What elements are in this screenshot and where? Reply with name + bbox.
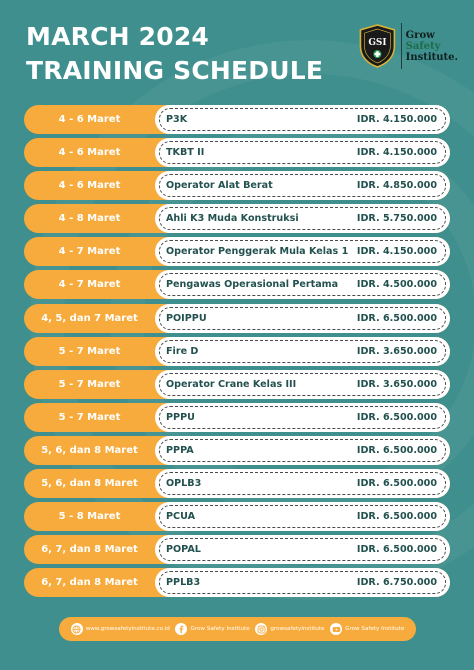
course-name: PPPA bbox=[166, 444, 194, 456]
footer-facebook[interactable] bbox=[175, 623, 249, 635]
logo-word-safety: Safety bbox=[405, 40, 441, 52]
course-price: IDR. 3.650.000 bbox=[356, 345, 437, 357]
row-panel bbox=[155, 138, 450, 167]
course-name: TKBT II bbox=[166, 147, 205, 159]
row-panel bbox=[155, 204, 450, 233]
schedule-row bbox=[24, 237, 450, 266]
row-date: 5 - 7 Maret bbox=[58, 411, 121, 423]
facebook-icon bbox=[175, 623, 187, 635]
course-name: Pengawas Operasional Pertama bbox=[166, 279, 339, 291]
row-panel bbox=[155, 304, 450, 333]
course-price: IDR. 6.500.000 bbox=[356, 478, 437, 490]
row-inner bbox=[159, 340, 446, 363]
youtube-icon bbox=[330, 623, 342, 635]
schedule-row bbox=[24, 270, 450, 299]
course-price: IDR. 3.650.000 bbox=[356, 378, 437, 390]
course-name: POPAL bbox=[166, 544, 201, 556]
footer-website-text: www.growsafetyinstitute.co.id bbox=[85, 626, 170, 632]
course-price: IDR. 6.500.000 bbox=[356, 444, 437, 456]
logo-word-institute: Institute. bbox=[405, 51, 458, 63]
globe-icon bbox=[71, 623, 83, 635]
row-panel bbox=[155, 568, 450, 597]
schedule-row bbox=[24, 171, 450, 200]
instagram-icon bbox=[255, 623, 267, 635]
schedule-row bbox=[24, 337, 450, 366]
course-name: PCUA bbox=[166, 511, 195, 523]
row-inner bbox=[159, 406, 446, 429]
row-inner bbox=[159, 373, 446, 396]
row-date: 4 - 6 Maret bbox=[58, 114, 121, 125]
course-name: P3K bbox=[166, 114, 188, 125]
row-inner bbox=[159, 240, 446, 263]
schedule-row bbox=[24, 105, 450, 134]
row-date: 5, 6, dan 8 Maret bbox=[41, 478, 138, 490]
course-name: Operator Crane Kelas III bbox=[166, 378, 297, 390]
row-panel bbox=[155, 105, 450, 134]
course-name: PPPU bbox=[166, 411, 195, 423]
schedule-row bbox=[24, 204, 450, 233]
logo-wordmark bbox=[406, 30, 458, 63]
page-title bbox=[26, 20, 323, 88]
row-date: 4 - 7 Maret bbox=[58, 246, 121, 258]
title-line-schedule: TRAINING SCHEDULE bbox=[26, 56, 324, 85]
course-name: Ahli K3 Muda Konstruksi bbox=[166, 213, 299, 225]
row-date: 5 - 7 Maret bbox=[58, 378, 121, 390]
course-name: Fire D bbox=[166, 345, 199, 357]
schedule-row bbox=[24, 370, 450, 399]
course-price: IDR. 4.150.000 bbox=[356, 114, 437, 125]
row-panel bbox=[155, 535, 450, 564]
schedule-row bbox=[24, 304, 450, 333]
schedule-row bbox=[24, 535, 450, 564]
row-date: 6, 7, dan 8 Maret bbox=[41, 577, 138, 589]
row-date: 5, 6, dan 8 Maret bbox=[41, 444, 138, 456]
row-panel bbox=[155, 270, 450, 299]
title-line-month: MARCH 2024 bbox=[26, 22, 210, 51]
schedule-row bbox=[24, 469, 450, 498]
row-inner bbox=[159, 207, 446, 230]
footer-facebook-text: Grow Safety Institute bbox=[190, 626, 250, 632]
course-price: IDR. 4.150.000 bbox=[356, 147, 437, 159]
row-panel bbox=[155, 502, 450, 531]
footer-website[interactable] bbox=[71, 623, 170, 635]
row-date: 4 - 7 Maret bbox=[58, 279, 121, 291]
course-price: IDR. 6.500.000 bbox=[356, 511, 437, 523]
row-panel bbox=[155, 337, 450, 366]
row-inner bbox=[159, 174, 446, 197]
course-price: IDR. 6.500.000 bbox=[356, 312, 437, 324]
footer-youtube-text: Grow Safety Institute bbox=[345, 626, 405, 632]
schedule-row bbox=[24, 403, 450, 432]
row-date: 5 - 7 Maret bbox=[58, 345, 121, 357]
row-inner bbox=[159, 307, 446, 330]
company-logo bbox=[358, 18, 458, 74]
course-price: IDR. 6.500.000 bbox=[356, 544, 437, 556]
contact-footer bbox=[59, 617, 416, 641]
row-date: 4, 5, dan 7 Maret bbox=[41, 312, 138, 324]
row-panel bbox=[155, 171, 450, 200]
course-name: OPLB3 bbox=[166, 478, 202, 490]
row-inner bbox=[159, 571, 446, 594]
schedule-row bbox=[24, 502, 450, 531]
footer-youtube[interactable] bbox=[330, 623, 404, 635]
row-inner bbox=[159, 273, 446, 296]
row-panel bbox=[155, 403, 450, 432]
row-date: 4 - 6 Maret bbox=[58, 147, 121, 159]
course-name: Operator Penggerak Mula Kelas 1 bbox=[166, 246, 349, 258]
row-inner bbox=[159, 141, 446, 164]
course-price: IDR. 6.500.000 bbox=[356, 411, 437, 423]
logo-word-grow: Grow bbox=[405, 29, 435, 41]
row-inner bbox=[159, 472, 446, 495]
course-price: IDR. 6.750.000 bbox=[356, 577, 437, 589]
logo-divider bbox=[401, 23, 402, 69]
row-date: 4 - 8 Maret bbox=[58, 213, 121, 225]
schedule-row bbox=[24, 138, 450, 167]
footer-instagram-text: growsafetyinstitute bbox=[270, 626, 325, 632]
course-name: Operator Alat Berat bbox=[166, 180, 273, 192]
row-date: 4 - 6 Maret bbox=[58, 180, 121, 192]
footer-instagram[interactable] bbox=[255, 623, 324, 635]
course-price: IDR. 4.850.000 bbox=[356, 180, 437, 192]
course-price: IDR. 4.150.000 bbox=[356, 246, 437, 258]
row-date: 5 - 8 Maret bbox=[58, 511, 121, 523]
course-price: IDR. 5.750.000 bbox=[356, 213, 437, 225]
schedule-row bbox=[24, 568, 450, 597]
course-name: PPLB3 bbox=[166, 577, 201, 589]
logo-badge-text: GSI bbox=[368, 38, 387, 49]
row-panel bbox=[155, 370, 450, 399]
row-panel bbox=[155, 436, 450, 465]
schedule-list bbox=[24, 105, 450, 601]
row-inner bbox=[159, 538, 446, 561]
row-inner bbox=[159, 108, 446, 131]
row-panel bbox=[155, 237, 450, 266]
row-date: 6, 7, dan 8 Maret bbox=[41, 544, 138, 556]
row-inner bbox=[159, 439, 446, 462]
row-panel bbox=[155, 469, 450, 498]
course-name: POIPPU bbox=[166, 312, 207, 324]
schedule-row bbox=[24, 436, 450, 465]
row-inner bbox=[159, 505, 446, 528]
course-price: IDR. 4.500.000 bbox=[356, 279, 437, 291]
shield-logo-icon bbox=[358, 18, 397, 74]
